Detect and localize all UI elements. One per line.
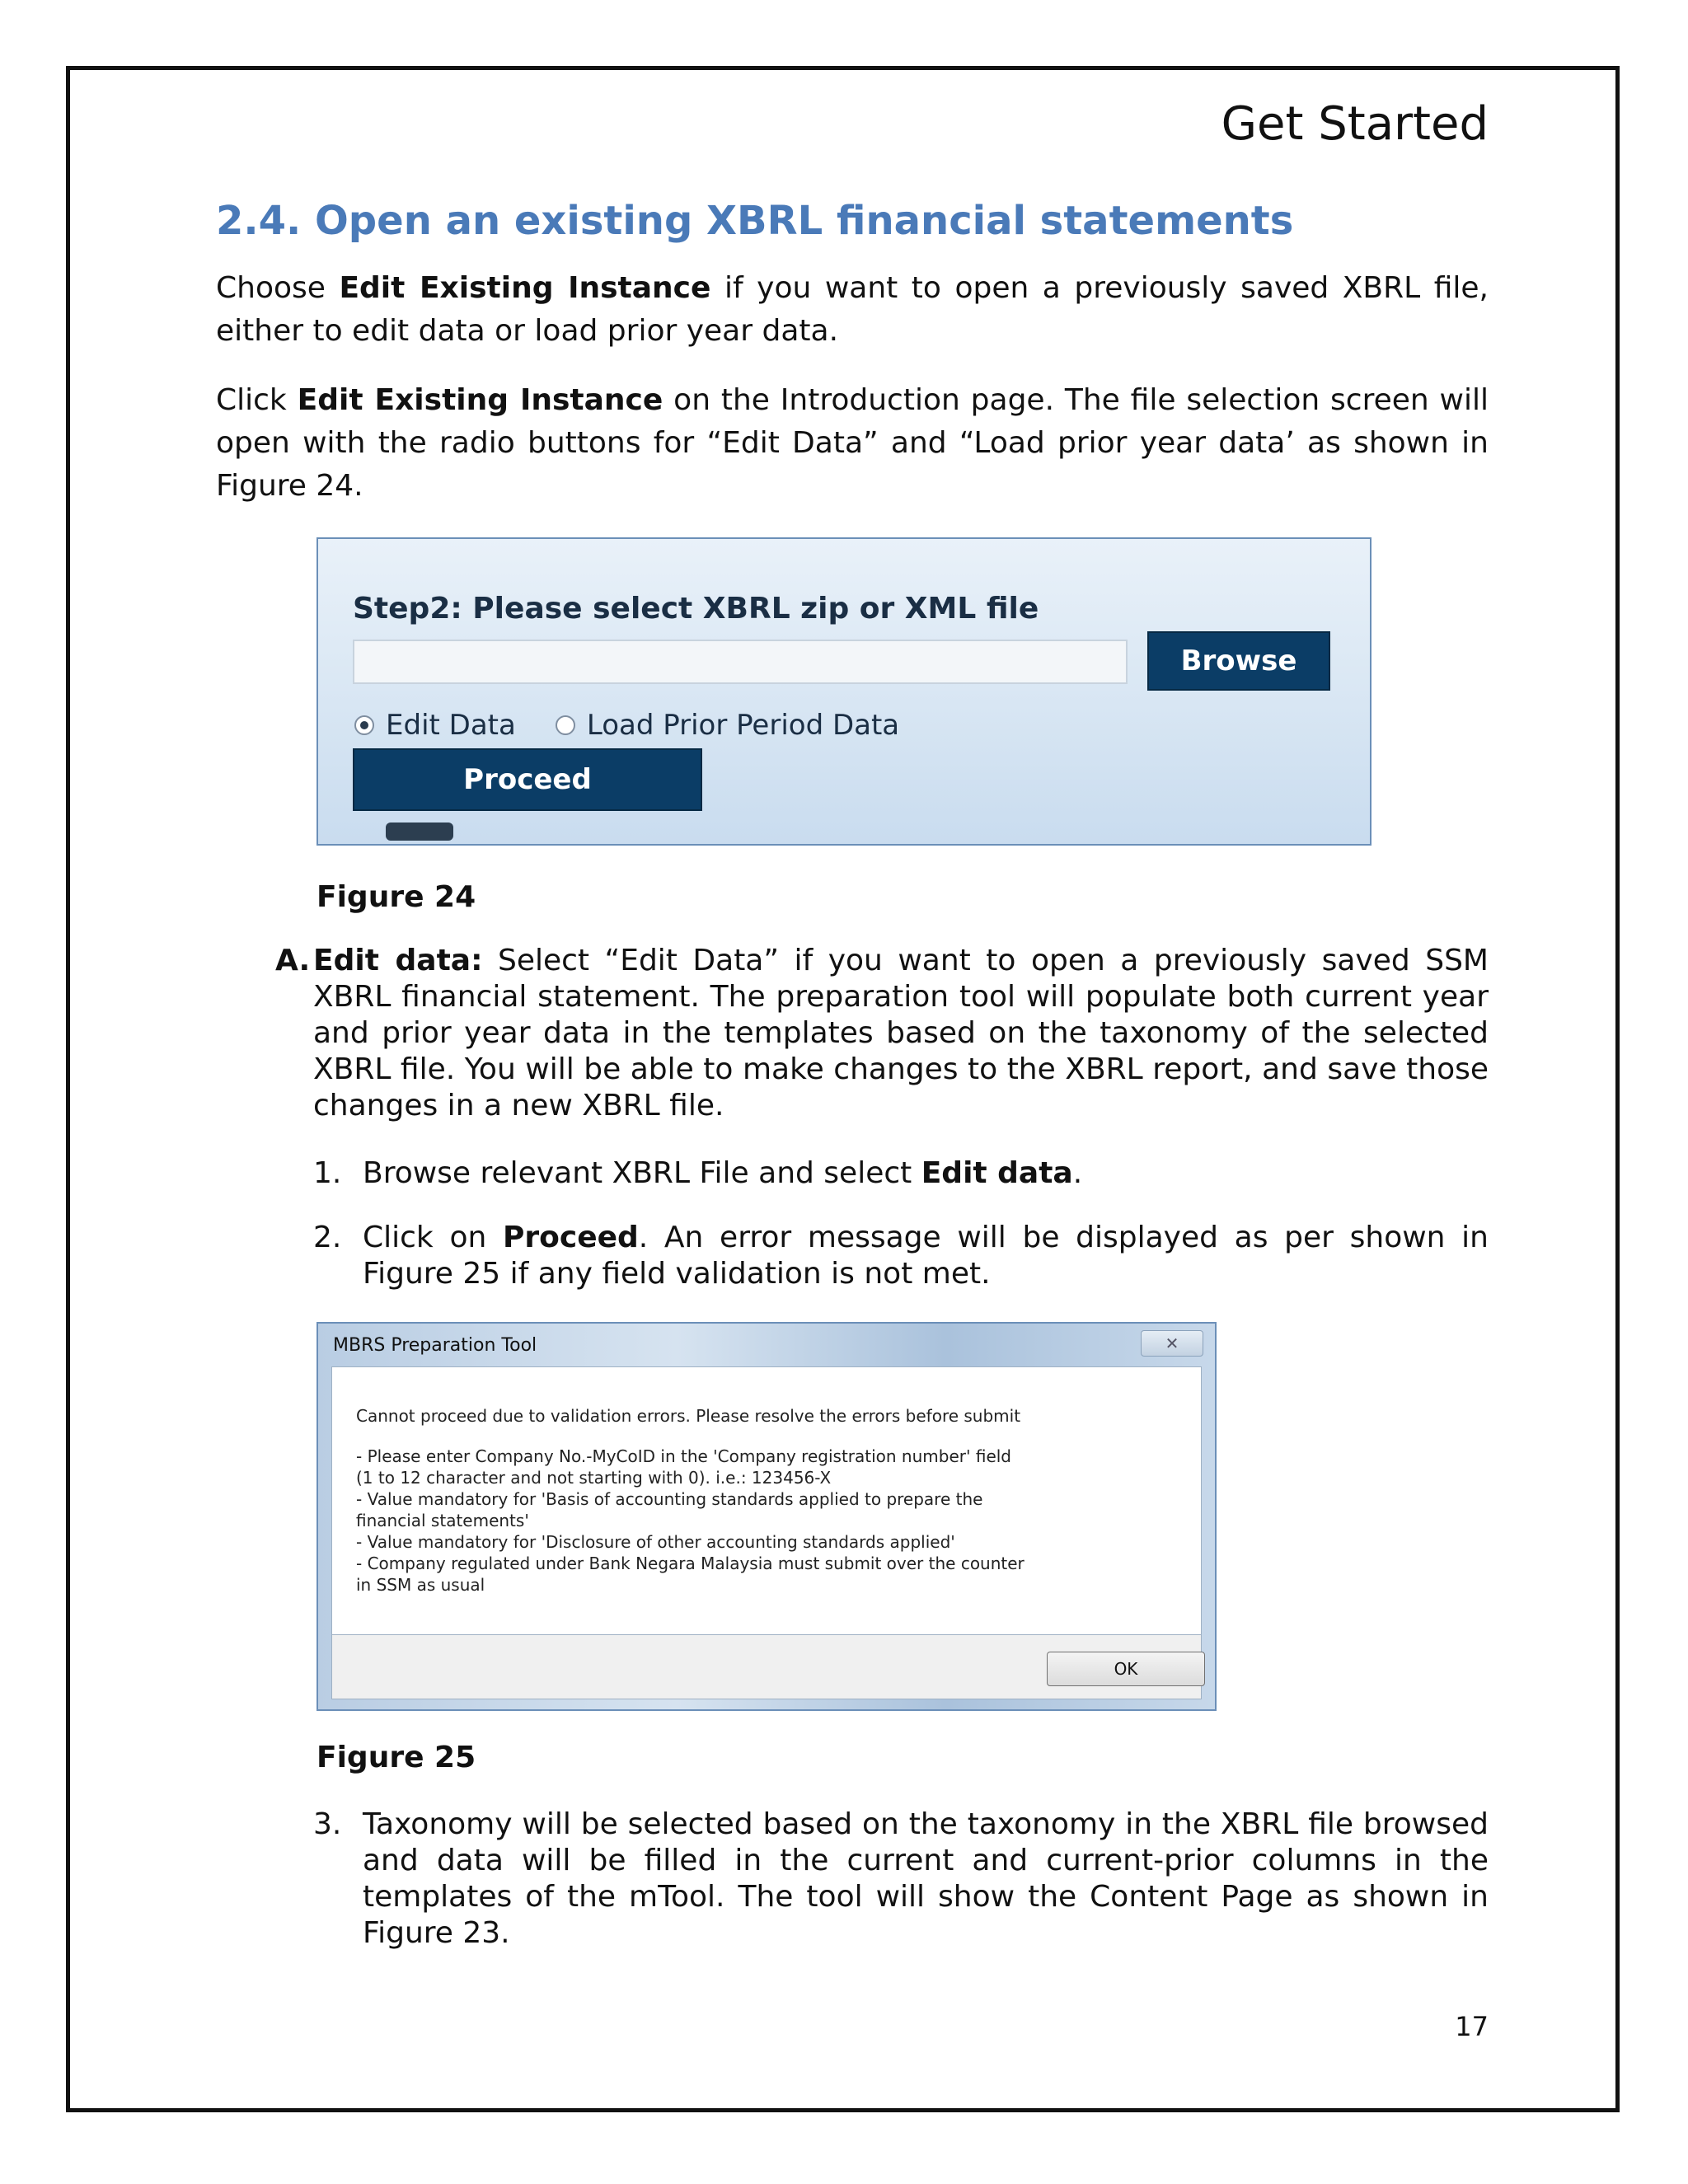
close-icon[interactable]: ✕: [1141, 1330, 1203, 1357]
load-prior-period-label: Load Prior Period Data: [586, 709, 900, 742]
figure-24-file-selection: [316, 537, 1372, 846]
figure-24-caption: Figure 24: [316, 880, 476, 914]
edit-data-label: Edit Data: [386, 709, 516, 742]
step-item: 3. Taxonomy will be selected based on the taxonomy in the XBRL file browsed and data will be filled in the current and current-prior columns in the templates of the mTool. The tool will show the Content Page as shown in Figure 23.: [313, 1807, 1489, 1950]
step2-label: Step2: Please select XBRL zip or XML file: [353, 592, 1039, 626]
load-prior-period-radio[interactable]: [556, 715, 575, 735]
proceed-button[interactable]: Proceed: [353, 748, 702, 811]
edit-data-radio[interactable]: [354, 715, 374, 735]
step-item: 1. Browse relevant XBRL File and select Edit data.: [313, 1156, 1083, 1190]
dialog-title: MBRS Preparation Tool: [333, 1335, 537, 1356]
step-item: 2. Click on Proceed. An error message will be displayed as per shown in Figure 25 if any field validation is not met.: [313, 1221, 1489, 1291]
ok-button[interactable]: OK: [1047, 1652, 1205, 1686]
dialog-error-list: - Please enter Company No.-MyCoID in the 'Company registration number' field (1 to 12 character and not starting with 0). i.e.: 123456-X - Value mandatory for 'Basis of accounting standards applied to prepare the financial statements' - Value mandatory for 'Disclosure of other accounting standards applied' - Company regulated under Bank Negara Malaysia must submit over the counter in SSM as usual: [356, 1446, 1025, 1595]
section-heading: 2.4. Open an existing XBRL financial statements: [216, 198, 1294, 244]
background-decoration: [386, 823, 453, 841]
list-item-title: Edit data:: [313, 944, 483, 977]
radio-group: [354, 709, 899, 742]
figure-25-caption: Figure 25: [316, 1741, 476, 1774]
figure-25-error-dialog: [316, 1322, 1217, 1711]
page-header-title: Get Started: [1221, 97, 1489, 151]
list-marker: A.: [275, 944, 311, 977]
file-path-input[interactable]: [353, 640, 1128, 684]
list-item-edit-data: A. Edit data: Select “Edit Data” if you want to open a previously saved SSM XBRL financial statement. The preparation tool will populate both current year and prior year data in the templates based on the taxonomy of the selected XBRL file. You will be able to make changes to the XBRL report, and save those changes in a new XBRL file.: [275, 944, 1489, 1122]
intro-paragraph: Choose Edit Existing Instance if you want to open a previously saved XBRL file, either to edit data or load prior year data.: [216, 271, 1489, 348]
dialog-message: Cannot proceed due to validation errors. Please resolve the errors before submit: [356, 1406, 1021, 1426]
browse-button[interactable]: Browse: [1147, 631, 1330, 691]
instruction-paragraph: Click Edit Existing Instance on the Introduction page. The file selection screen will open with the radio buttons for “Edit Data” and “Load prior year data’ as shown in Figure 24.: [216, 383, 1489, 503]
page-number: 17: [1455, 2011, 1489, 2042]
